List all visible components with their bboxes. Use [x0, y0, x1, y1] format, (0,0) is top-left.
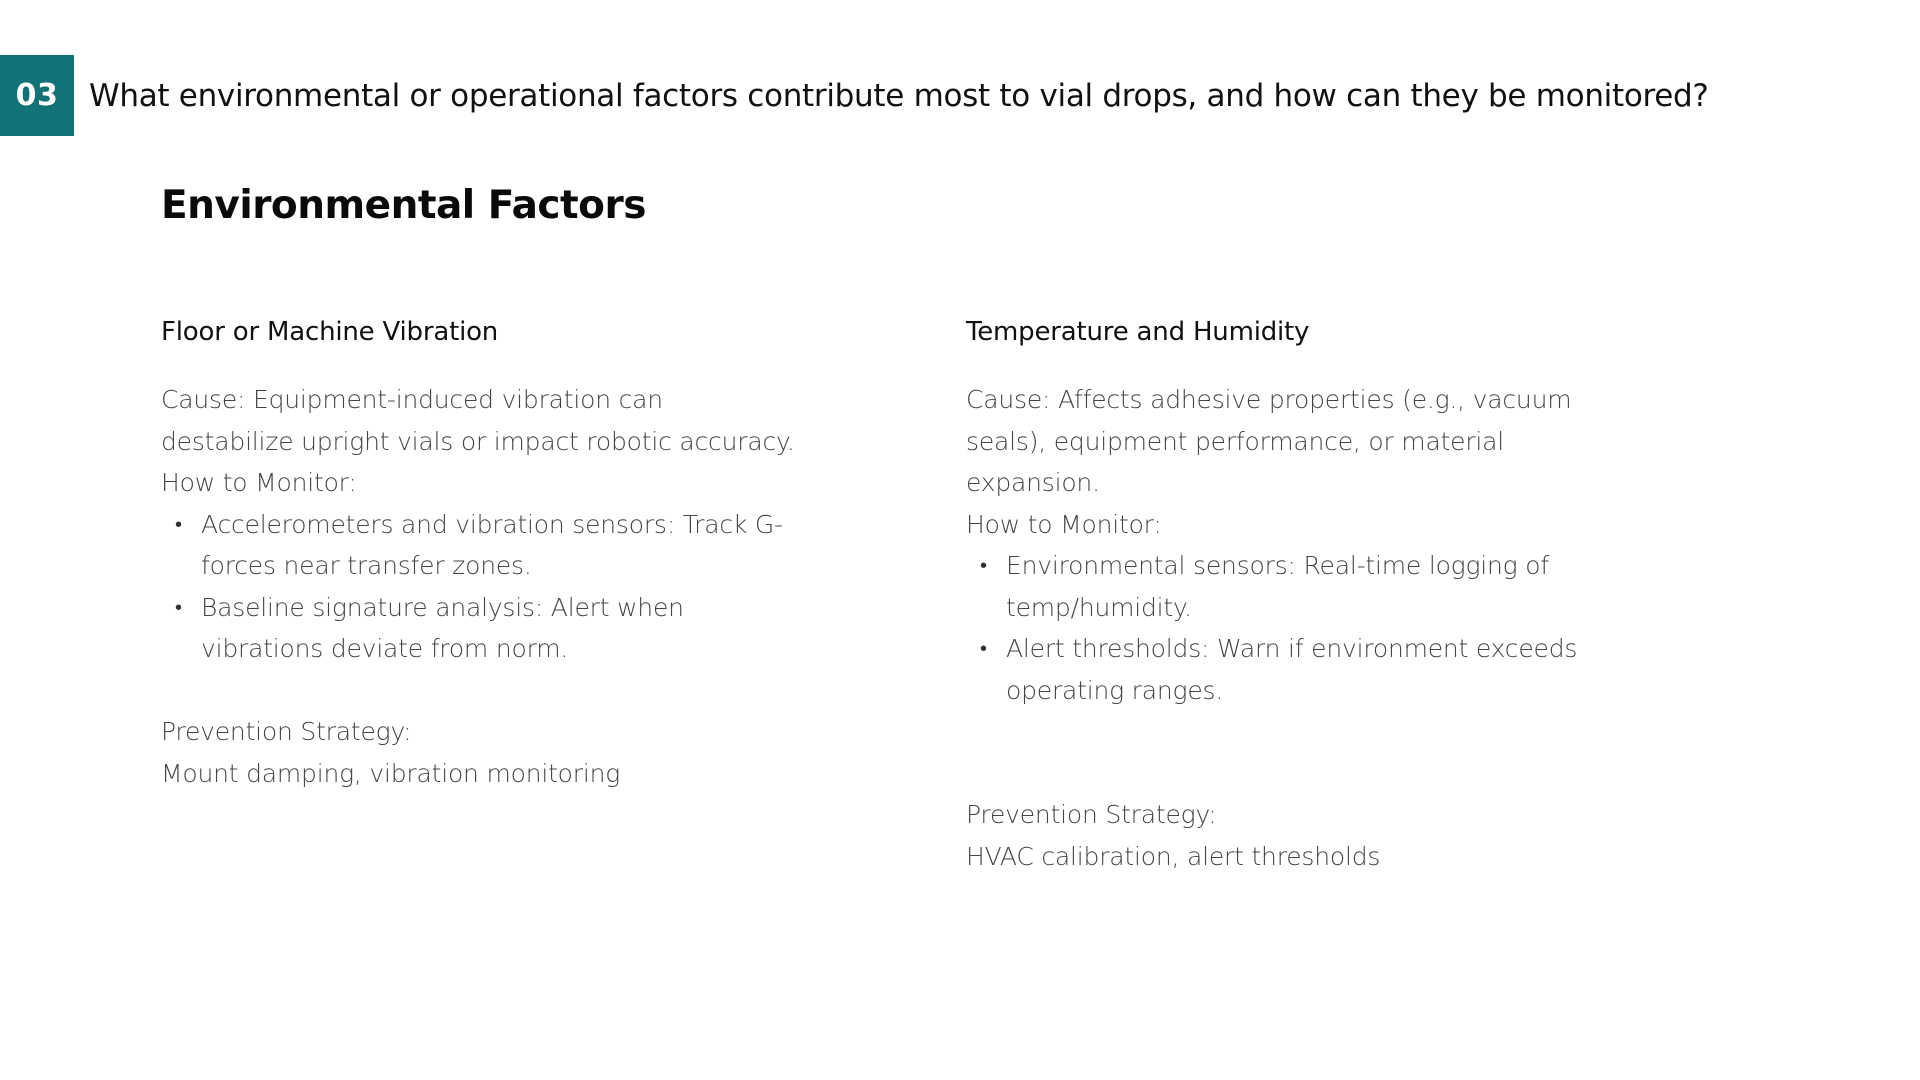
factor-column-vibration	[161, 312, 801, 794]
monitor-list-item: • Environmental sensors: Real-time logging of temp/humidity.	[1006, 545, 1606, 628]
monitor-list	[966, 545, 1606, 711]
spacer	[161, 670, 801, 712]
prevention-text: HVAC calibration, alert thresholds	[966, 841, 1381, 871]
factor-column-temperature	[966, 312, 1606, 877]
monitor-list-item: • Accelerometers and vibration sensors: Track G-forces near transfer zones.	[201, 504, 801, 587]
monitor-list-item: • Alert thresholds: Warn if environment exceeds operating ranges.	[1006, 628, 1606, 711]
prevention-label: Prevention Strategy:	[966, 800, 1217, 829]
prevention-label: Prevention Strategy:	[161, 717, 412, 746]
monitor-label: How to Monitor:	[966, 509, 1162, 539]
monitor-label: How to Monitor:	[161, 468, 357, 497]
section-title: Environmental Factors	[161, 183, 646, 228]
slide-number-badge: 03	[0, 55, 74, 136]
slide-header	[0, 55, 1709, 136]
factor-title: Temperature and Humidity	[966, 317, 1310, 347]
monitor-list	[161, 504, 801, 670]
factor-cause: Cause: Equipment-induced vibration can destabilize upright vials or impact robotic accuracy.	[161, 385, 795, 456]
factor-cause: Cause: Affects adhesive properties (e.g., vacuum seals), equipment performance, or material expansion.	[966, 385, 1572, 497]
prevention-text: Mount damping, vibration monitoring	[161, 758, 621, 788]
spacer	[966, 711, 1606, 794]
monitor-list-item: • Baseline signature analysis: Alert when vibrations deviate from norm.	[201, 587, 801, 670]
factor-title: Floor or Machine Vibration	[161, 317, 499, 347]
slide-question: What environmental or operational factors contribute most to vial drops, and how can they be monitored?	[89, 77, 1709, 114]
